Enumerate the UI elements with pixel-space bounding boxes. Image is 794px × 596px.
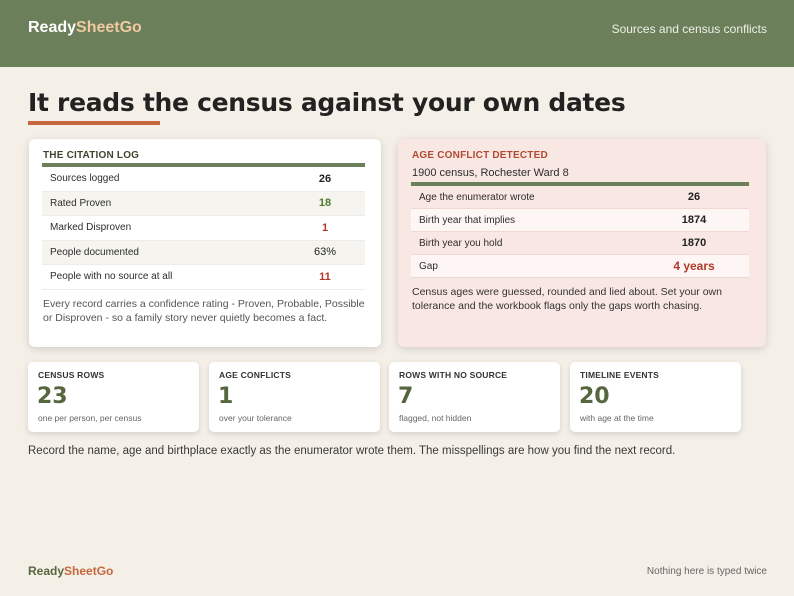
stat-note: flagged, not hidden <box>399 413 472 423</box>
citation-log-note: Every record carries a confidence rating - Proven, Probable, Possible or Disproven - so a family story never quietly becomes a fact. <box>43 298 365 324</box>
row-label: People documented <box>50 246 139 258</box>
row-label: Gap <box>419 260 438 272</box>
age-conflict-note: Census ages were guessed, rounded and lied about. Set your own tolerance and the workbook flags only the gaps worth chasing. <box>412 286 722 312</box>
table-row <box>42 167 365 192</box>
row-value: 1 <box>321 221 329 234</box>
table-row <box>42 265 365 290</box>
row-label: Rated Proven <box>50 197 112 209</box>
table-row <box>42 216 365 241</box>
age-conflict-subtitle: 1900 census, Rochester Ward 8 <box>412 167 569 179</box>
row-value: 26 <box>318 172 332 185</box>
row-label: Birth year that implies <box>419 214 516 226</box>
age-conflict-card <box>398 139 766 347</box>
footer-note: Nothing here is typed twice <box>646 566 767 577</box>
header-note: Sources and census conflicts <box>611 22 767 36</box>
table-row <box>411 255 749 278</box>
stat-value: 20 <box>579 384 610 409</box>
stat-note: with age at the time <box>580 413 654 423</box>
citation-log-table <box>42 167 365 290</box>
top-header-bar <box>0 0 794 67</box>
footer-brand-logo[interactable] <box>28 564 113 578</box>
table-row <box>411 209 749 232</box>
stat-note: over your tolerance <box>219 413 292 423</box>
brand-logo[interactable] <box>28 19 142 37</box>
guidance-text: Record the name, age and birthplace exactly as the enumerator wrote them. The misspellings are how you find the next record. <box>28 445 676 457</box>
age-conflict-title: AGE CONFLICT DETECTED <box>412 150 548 161</box>
table-row <box>42 241 365 266</box>
table-row <box>411 186 749 209</box>
row-value: 1870 <box>681 237 707 249</box>
stat-card-age-conflicts <box>209 362 380 432</box>
table-row <box>411 232 749 255</box>
gap-value: 4 years <box>673 259 715 273</box>
stat-note: one per person, per census <box>38 413 142 423</box>
page-title: It reads the census against your own dates <box>28 88 626 117</box>
stat-label: AGE CONFLICTS <box>219 370 292 380</box>
stat-card-census-rows <box>28 362 199 432</box>
row-value: 63% <box>313 246 337 259</box>
age-conflict-table <box>411 186 749 278</box>
title-underline <box>28 121 160 125</box>
row-label: People with no source at all <box>50 271 173 283</box>
stat-label: TIMELINE EVENTS <box>580 370 660 380</box>
brand-sheetgo: SheetGo <box>76 19 142 36</box>
row-label: Marked Disproven <box>50 222 132 234</box>
table-row <box>42 192 365 217</box>
row-value: 18 <box>318 197 332 210</box>
citation-log-title: THE CITATION LOG <box>43 150 140 161</box>
stat-label: ROWS WITH NO SOURCE <box>399 370 508 380</box>
stat-card-rows-no-source <box>389 362 560 432</box>
footer-brand-ready: Ready <box>28 564 65 578</box>
footer-brand-sheetgo: SheetGo <box>64 564 114 578</box>
row-label: Birth year you hold <box>419 237 503 249</box>
stat-value: 1 <box>218 384 234 409</box>
row-label: Sources logged <box>50 173 120 185</box>
row-label: Age the enumerator wrote <box>419 191 535 203</box>
stat-value: 23 <box>37 384 68 409</box>
citation-log-card <box>29 139 381 347</box>
row-value: 11 <box>319 270 331 283</box>
stat-label: CENSUS ROWS <box>38 370 105 380</box>
row-value: 26 <box>687 191 701 203</box>
row-value: 1874 <box>681 214 707 226</box>
stat-value: 7 <box>398 384 414 409</box>
stat-card-timeline-events <box>570 362 741 432</box>
brand-ready: Ready <box>28 19 77 36</box>
